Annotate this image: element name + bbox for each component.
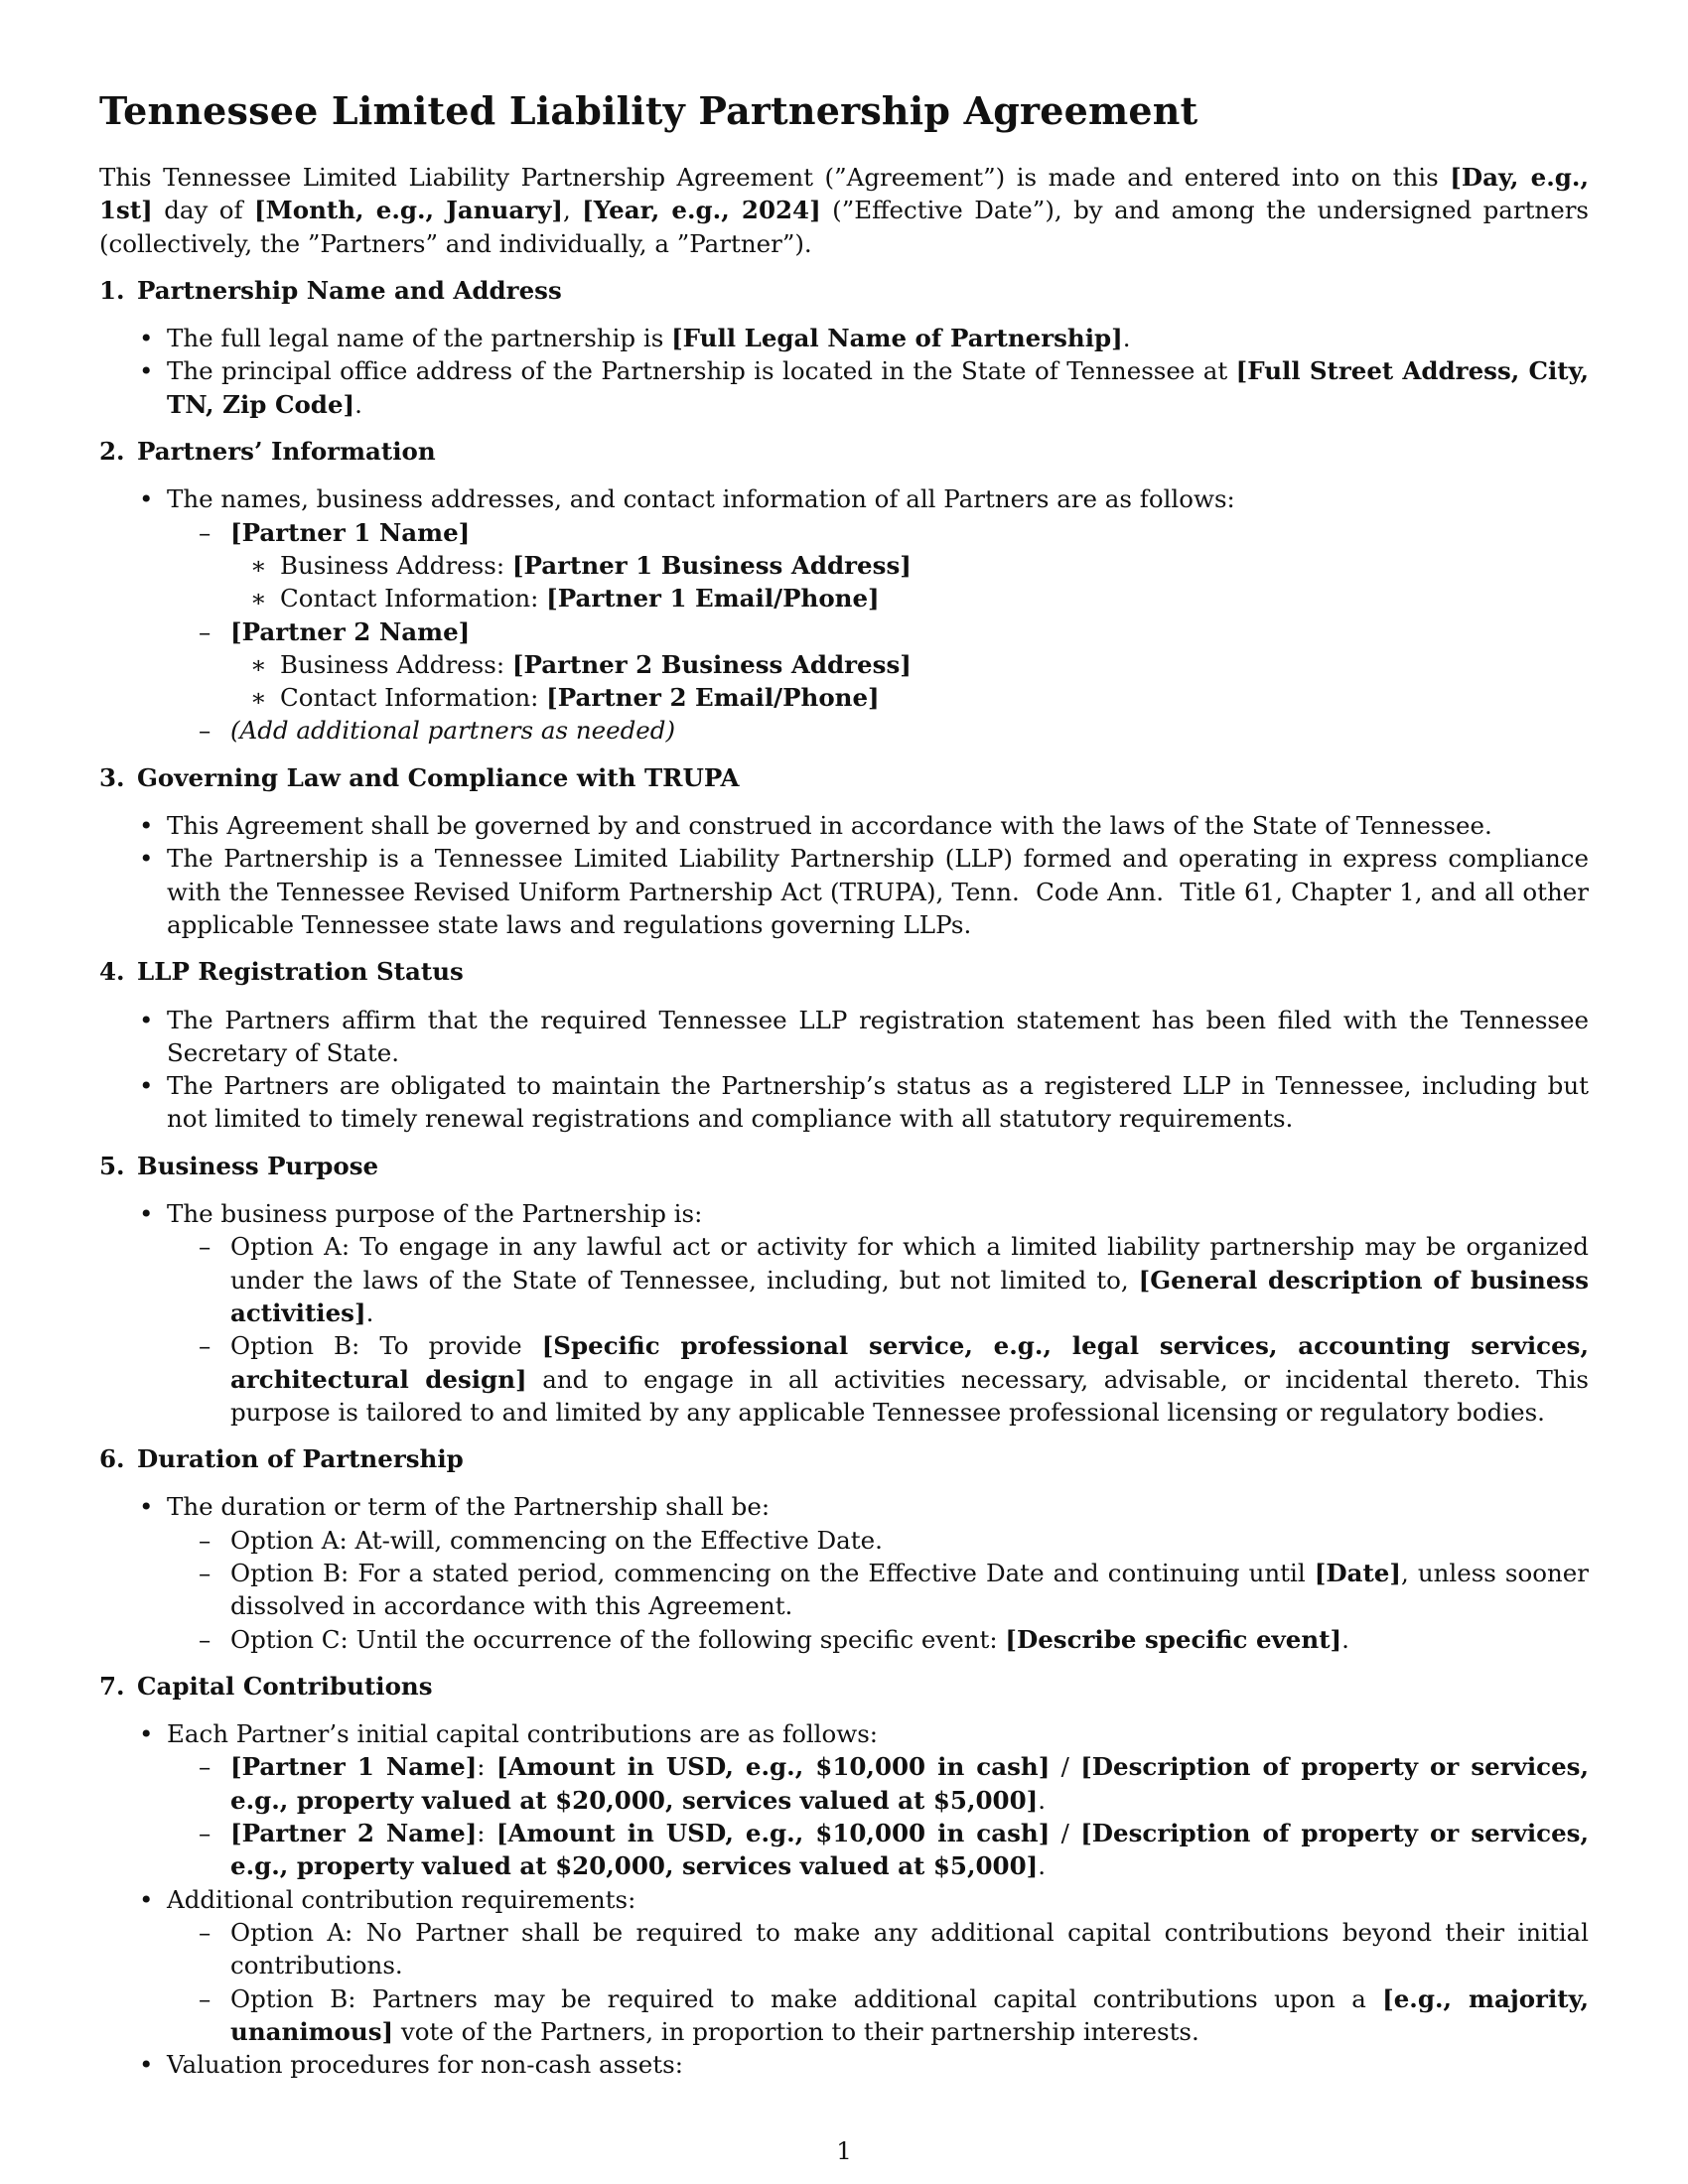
sub-list-item (99, 714, 1589, 747)
placeholder-partner-2-address: [Partner 2 Business Address] (511, 649, 912, 679)
sub-sub-list-item: ∗ Business Address: [Partner 1 Business Address] (99, 549, 1589, 582)
bullet-list (99, 322, 1589, 421)
sub-sub-list-item: ∗ Business Address: [Partner 2 Business Address] (99, 648, 1589, 681)
list-item: • The principal office address of the Partnership is located in the State of Tennessee at [Full Street Address, City, TN, Zip Code]. (99, 354, 1589, 421)
bullet-list (99, 809, 1597, 941)
placeholder-partner-1-address: [Partner 1 Business Address] (511, 550, 912, 580)
sub-list-item: – Option B: To provide [Specific professional service, e.g., legal services, accounting services, architectural design] and to engage in all activities necessary, advisable, or incidental thereto. This purpose is tailored to and limited by any applicable Tennessee professional licensing or regulatory bodies. (99, 1329, 1589, 1429)
placeholder-partner-2-contact: [Partner 2 Email/Phone] (546, 683, 880, 713)
bullet-list (99, 1197, 1589, 1429)
section-heading (99, 435, 1589, 468)
list-item: • The full legal name of the partnership is [Full Legal Name of Partnership]. (99, 322, 1589, 354)
bullet-list (99, 482, 1589, 747)
placeholder-partner-2-name: [Partner 2 Name] (230, 616, 471, 646)
sub-list (167, 1916, 1589, 2048)
section-heading (99, 274, 1589, 307)
sub-list-item: – Option C: Until the occurrence of the following specific event: [Describe specific event]. (99, 1623, 1589, 1656)
add-partners-note: (Add additional partners as needed) (230, 716, 676, 746)
intro-text: day of (152, 196, 255, 225)
sub-list-item: – [Partner 2 Name]: [Amount in USD, e.g., $10,000 in cash] / [Description of property or services, e.g., property valued at $20,000, services valued at $5,000]. (99, 1817, 1589, 1883)
section-number: 5. (99, 1151, 125, 1180)
section-heading (99, 1442, 1589, 1475)
sub-list-item: – Option B: Partners may be required to make additional capital contributions upon a [e.g., majority, unanimous] vote of the Partners, in proportion to their partnership interests. (99, 1982, 1589, 2049)
intro-paragraph (99, 161, 1589, 260)
section-3 (99, 761, 1597, 941)
intro-text: This Tennessee Limited Liability Partnership Agreement (”Agreement”) is made and entered into on this (99, 163, 1451, 192)
list-item: • Additional contribution requirements: – Option A: No Partner shall be required to make any additional capital contributions beyond their initial contributions. – Option B: Partners may be required to make additional capital contributions upon a [e.g., majority, unanimous] vote of the Partners, in proportion to their partnership interests. (99, 1883, 1589, 2048)
placeholder-address: [Full Street Address, City, TN, Zip Code] (167, 356, 1589, 419)
intro-text: , (562, 196, 583, 225)
list-item: • The Partnership is a Tennessee Limited Liability Partnership (LLP) formed and operating in express compliance with the Tennessee Revised Uniform Partnership Act (TRUPA), Tenn. Code Ann. Title 61, Chapter 1, and all other applicable Tennessee state laws and regulations governing LLPs. (99, 842, 1589, 941)
section-1 (99, 274, 1589, 421)
placeholder-property-description: [Description of property or services, e.g., property valued at $20,000, services valued at $5,000] (230, 1819, 1590, 1881)
placeholder-date: [Date] (1314, 1558, 1401, 1587)
section-number: 4. (99, 957, 125, 987)
section-title: Partners’ Information (137, 437, 436, 467)
placeholder-partner-2-name: [Partner 2 Name] (230, 1819, 478, 1848)
placeholder-property-description: [Description of property or services, e.g., property valued at $20,000, services valued at $5,000] (230, 1752, 1590, 1815)
section-heading (99, 1150, 1589, 1182)
list-item: • Valuation procedures for non-cash assets: (99, 2048, 1589, 2081)
placeholder-partnership-name: [Full Legal Name of Partnership] (671, 324, 1123, 353)
sub-sub-list (230, 648, 1589, 715)
bullet-list (99, 1717, 1589, 2081)
section-title: LLP Registration Status (137, 957, 464, 987)
list-item: • The business purpose of the Partnership is: – Option A: To engage in any lawful act or activity for which a limited liability partnership may be organized under the laws of the State of Tennessee, including, but not limited to, [General description of business activities]. – Option B: To provide [Specific professional service, e.g., legal services, accounting services, architectural design] and to engage in all activities necessary, advisable, or incidental thereto. This purpose is tailored to and limited by any applicable Tennessee professional licensing or regulatory bodies. (99, 1197, 1589, 1429)
section-number: 1. (99, 275, 125, 305)
sub-list-item: – Option A: At-will, commencing on the Effective Date. (99, 1524, 1589, 1557)
sub-sub-list-item: ∗ Contact Information: [Partner 2 Email/Phone] (99, 681, 1589, 714)
section-6 (99, 1442, 1589, 1656)
section-2 (99, 435, 1589, 748)
section-number: 7. (99, 1671, 125, 1701)
section-number: 3. (99, 762, 125, 792)
sub-list (167, 516, 1589, 748)
document-body (99, 161, 1597, 2081)
sub-list-item: – Option B: For a stated period, commencing on the Effective Date and continuing until [Date], unless sooner dissolved in accordance with this Agreement. (99, 1557, 1589, 1623)
section-heading (99, 955, 1589, 988)
sub-list (167, 1750, 1589, 1882)
document-page (99, 0, 1597, 2184)
sub-list-item: – [Partner 1 Name]: [Amount in USD, e.g., $10,000 in cash] / [Description of property or services, e.g., property valued at $20,000, services valued at $5,000]. (99, 1750, 1589, 1817)
sub-list (167, 1230, 1589, 1429)
section-title: Business Purpose (137, 1151, 379, 1180)
placeholder-year: [Year, e.g., 2024] (582, 196, 821, 225)
bullet-list (99, 1490, 1589, 1655)
placeholder-amount: [Amount in USD, e.g., $10,000 in cash] (495, 1752, 1051, 1782)
placeholder-month: [Month, e.g., January] (254, 196, 563, 225)
placeholder-amount: [Amount in USD, e.g., $10,000 in cash] (495, 1819, 1051, 1848)
list-item: • The names, business addresses, and contact information of all Partners are as follows: – [Partner 1 Name] ∗ Business Address: [Partner 1 Business Address] ∗ Contact Information: [Partner 1 Email/Phone] – [Partner 2 Name] ∗ Business Address: [Partner 2 Business Address] ∗ Contact Information: [Partner 2 Email/Phone] – (Add additional partners as needed) (99, 482, 1589, 747)
placeholder-business-activities: [General description of business activities] (230, 1265, 1589, 1327)
placeholder-partner-1-name: [Partner 1 Name] (230, 517, 471, 547)
section-5 (99, 1150, 1589, 1429)
document-title: Tennessee Limited Liability Partnership Agreement (99, 88, 1198, 133)
section-7 (99, 1670, 1589, 2082)
list-item: • Each Partner’s initial capital contributions are as follows: – [Partner 1 Name]: [Amount in USD, e.g., $10,000 in cash] / [Description of property or services, e.g., property valued at $20,000, services valued at $5,000]. – [Partner 2 Name]: [Amount in USD, e.g., $10,000 in cash] / [Description of property or services, e.g., property valued at $20,000, services valued at $5,000]. (99, 1717, 1589, 1882)
section-heading (99, 761, 1589, 794)
list-item: • The Partners are obligated to maintain the Partnership’s status as a registered LLP in Tennessee, including but not limited to timely renewal registrations and compliance with all statutory requirements. (99, 1069, 1589, 1136)
placeholder-day: [Day, e.g., 1st] (99, 163, 1589, 225)
section-number: 6. (99, 1444, 125, 1474)
placeholder-partner-1-name: [Partner 1 Name] (230, 1752, 478, 1782)
placeholder-professional-service: [Specific professional service, e.g., legal services, accounting services, architectural design] (230, 1331, 1589, 1394)
placeholder-partner-1-contact: [Partner 1 Email/Phone] (546, 584, 880, 614)
sub-list-item (99, 516, 1589, 615)
section-heading (99, 1670, 1589, 1703)
bullet-list (99, 1004, 1589, 1136)
section-4 (99, 955, 1589, 1135)
section-title: Governing Law and Compliance with TRUPA (137, 762, 740, 792)
list-item: • This Agreement shall be governed by and construed in accordance with the laws of the State of Tennessee. (99, 809, 1589, 842)
sub-sub-list-item: ∗ Contact Information: [Partner 1 Email/Phone] (99, 582, 1589, 614)
sub-list-item: – Option A: To engage in any lawful act or activity for which a limited liability partnership may be organized under the laws of the State of Tennessee, including, but not limited to, [General description of business activities]. (99, 1230, 1589, 1329)
section-title: Partnership Name and Address (137, 275, 562, 305)
section-title: Capital Contributions (137, 1671, 433, 1701)
sub-list-item: – Option A: No Partner shall be required to make any additional capital contributions beyond their initial contributions. (99, 1916, 1589, 1982)
list-item: • The duration or term of the Partnership shall be: – Option A: At-will, commencing on the Effective Date. – Option B: For a stated period, commencing on the Effective Date and continuing until [Date], unless sooner dissolved in accordance with this Agreement. – Option C: Until the occurrence of the following specific event: [Describe specific event]. (99, 1490, 1589, 1655)
intro-text: (”Effective Date”), by and among the undersigned partners (collectively, the ”Partners” and individually, a ”Partner”). (99, 196, 1589, 258)
section-number: 2. (99, 437, 125, 467)
placeholder-specific-event: [Describe specific event] (1005, 1624, 1342, 1654)
sub-sub-list (230, 549, 1589, 615)
sub-list (167, 1524, 1589, 1656)
placeholder-vote-type: [e.g., majority, unanimous] (230, 1983, 1589, 2046)
page-number: 1 (836, 2136, 852, 2165)
list-item: • The Partners affirm that the required Tennessee LLP registration statement has been filed with the Tennessee Secretary of State. (99, 1004, 1589, 1070)
sub-list-item (99, 615, 1589, 715)
section-title: Duration of Partnership (137, 1444, 464, 1474)
